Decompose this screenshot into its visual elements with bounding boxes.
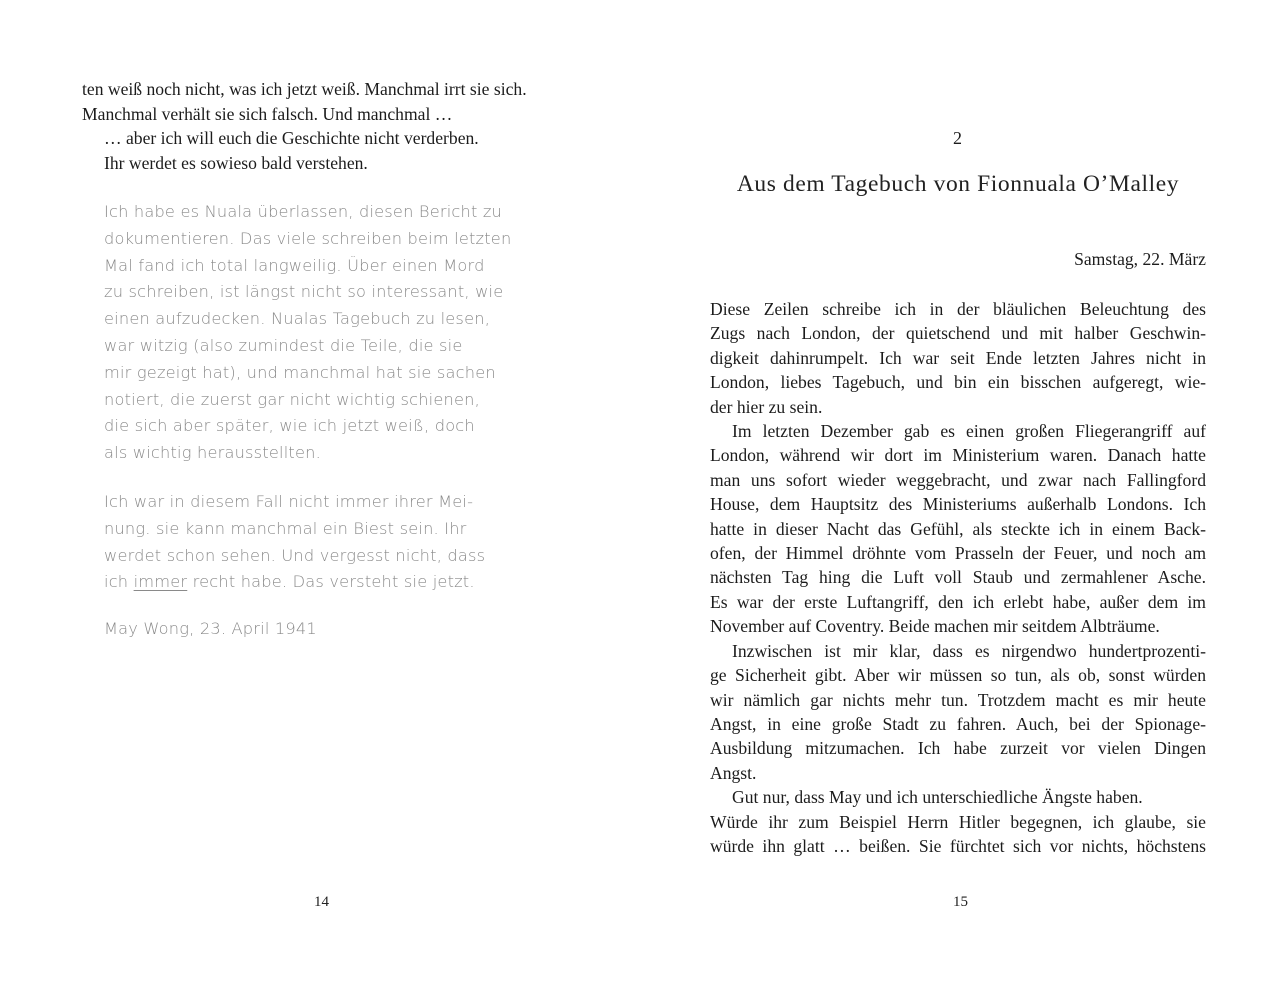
text-line: Manchmal verhält sie sich falsch. Und manchmal … <box>82 103 453 124</box>
right-page-text <box>710 297 1206 858</box>
note-line <box>104 569 574 596</box>
note-paragraph-2 <box>104 489 574 596</box>
text-line: der hier zu sein. <box>710 396 823 417</box>
text-line: Zugs nach London, der quietschend und mit halber Geschwin- <box>710 323 1206 344</box>
note-line: als wichtig herausstellten. <box>104 443 321 463</box>
text-line: Diese Zeilen schreibe ich in der bläulichen Beleuchtung des <box>710 299 1206 319</box>
underlined-word: immer <box>133 572 188 592</box>
note-line: Ich habe es Nuala überlassen, diesen Bericht zu <box>104 202 503 221</box>
text-line: wir nämlich gar nichts mehr tun. Trotzdem macht es mir heute <box>710 689 1206 710</box>
text-line: Inzwischen ist mir klar, dass es nirgendwo hundertprozenti- <box>732 640 1206 661</box>
note-text: recht habe. Das versteht sie jetzt. <box>187 572 475 592</box>
text-line: London, liebes Tagebuch, und bin ein bisschen aufgeregt, wie- <box>710 372 1206 393</box>
text-line: ofen, der Himmel dröhnte vom Prasseln der Feuer, und noch am <box>710 543 1206 564</box>
text-line: Es war der erste Luftangriff, den ich erlebt habe, außer dem im <box>710 591 1206 612</box>
text-line: digkeit dahinrumpelt. Ich war seit Ende letzten Jahres nicht in <box>710 347 1206 368</box>
text-line: Ausbildung mitzumachen. Ich habe zurzeit vor vielen Dingen <box>710 738 1206 759</box>
note-line: war witzig (also zumindest die Teile, die sie <box>104 335 463 355</box>
text-line: nächsten Tag hing die Luft voll Staub und zermahlener Asche. <box>710 567 1206 588</box>
text-line: ten weiß noch nicht, was ich jetzt weiß. Manchmal irrt sie sich. <box>82 79 527 99</box>
text-line: London, während wir dort im Ministerium waren. Danach hatte <box>710 445 1206 466</box>
note-line: zu schreiben, ist längst nicht so interessant, wie <box>104 282 504 302</box>
text-line: ge Sicherheit gibt. Aber wir müssen so tun, als ob, sonst würden <box>710 665 1206 686</box>
text-line: Ihr werdet es sowieso bald verstehen. <box>104 152 368 173</box>
chapter-title: Aus dem Tagebuch von Fionnuala O’Malley <box>736 171 1180 197</box>
note-line: nung. sie kann manchmal ein Biest sein. Ihr <box>104 518 467 538</box>
text-line: House, dem Hauptsitz des Ministeriums außerhalb Londons. Ich <box>710 494 1206 515</box>
text-line: Im letzten Dezember gab es einen großen Fliegerangriff auf <box>732 421 1206 442</box>
page-number-left: 14 <box>314 894 329 910</box>
note-line: die sich aber später, wie ich jetzt weiß, doch <box>104 416 475 436</box>
note-line: mir gezeigt hat), und manchmal hat sie sachen <box>104 362 496 382</box>
note-text: ich <box>104 572 134 592</box>
note-paragraph-1 <box>104 199 574 467</box>
note-line: dokumentieren. Das viele schreiben beim letzten <box>104 228 512 248</box>
text-line: würde ihn glatt … beißen. Sie fürchtet sich vor nichts, höchstens <box>710 835 1206 856</box>
note-line: Ich war in diesem Fall nicht immer ihrer Mei- <box>104 491 474 511</box>
note-line: einen aufzudecken. Nualas Tagebuch zu lesen, <box>104 309 491 329</box>
text-line: Angst. <box>710 762 757 783</box>
diary-entry-date: Samstag, 22. März <box>1074 249 1206 269</box>
handwritten-note <box>104 199 574 643</box>
text-line: Gut nur, dass May und ich unterschiedliche Ängste haben. <box>732 787 1143 808</box>
note-line: Mal fand ich total langweilig. Über einen Mord <box>104 255 485 275</box>
text-line: Angst, in eine große Stadt zu fahren. Auch, bei der Spionage- <box>710 713 1206 734</box>
note-line: notiert, die zuerst gar nicht wichtig schienen, <box>104 389 480 409</box>
note-signature: May Wong, 23. April 1941 <box>104 619 317 639</box>
text-line: … aber ich will euch die Geschichte nicht verderben. <box>104 128 479 148</box>
text-line: November auf Coventry. Beide machen mir seitdem Albträume. <box>710 616 1160 637</box>
left-page-text <box>82 77 582 175</box>
chapter-number: 2 <box>953 128 962 148</box>
note-line: werdet schon sehen. Und vergesst nicht, dass <box>104 545 486 565</box>
text-line: Würde ihr zum Beispiel Herrn Hitler begegnen, ich glaube, sie <box>710 811 1206 832</box>
text-line: man uns sofort wieder weggebracht, und zwar nach Fallingford <box>710 469 1206 490</box>
page-number-right: 15 <box>953 894 968 910</box>
text-line: hatte in dieser Nacht das Gefühl, als steckte ich in einem Back- <box>710 518 1206 539</box>
